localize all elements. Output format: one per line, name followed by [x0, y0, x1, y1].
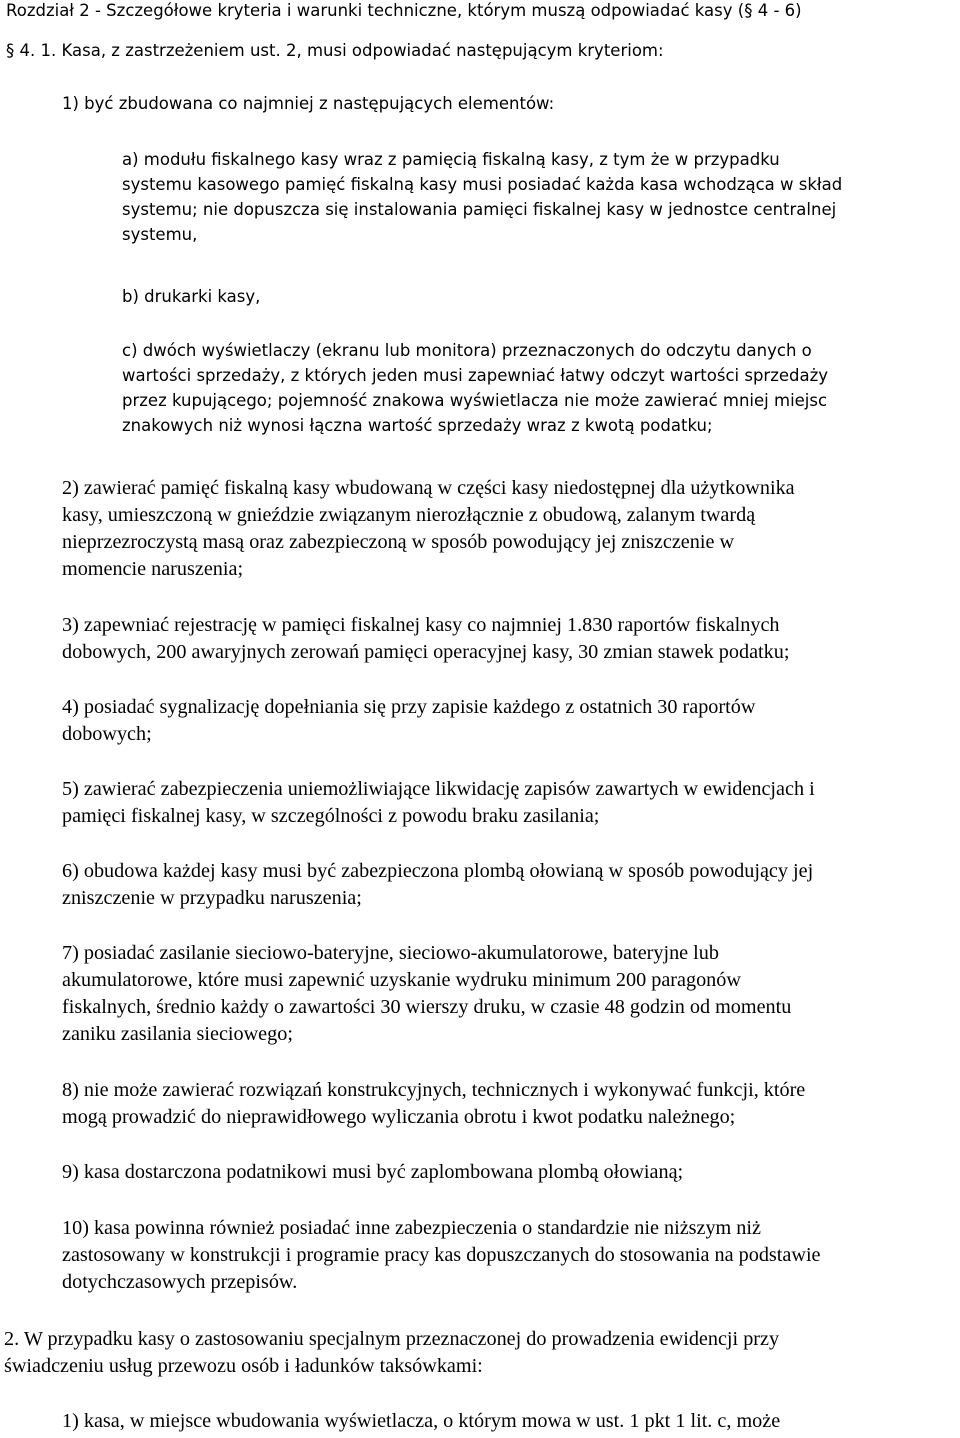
text-line: 2. W przypadku kasy o zastosowaniu specjalnym przeznaczonej do prowadzenia ewidencji przy — [4, 1328, 780, 1350]
text-line: b) drukarki kasy, — [122, 287, 261, 306]
text-line: znakowych niż wynosi łączna wartość sprzedaży wraz z kwotą podatku; — [122, 416, 713, 435]
text-line: 9) kasa dostarczona podatnikowi musi być zaplombowana plombą ołowianą; — [62, 1161, 684, 1183]
text-line: § 4. 1. Kasa, z zastrzeżeniem ust. 2, musi odpowiadać następującym kryteriom: — [6, 41, 664, 60]
text-line: 4) posiadać sygnalizację dopełniania się przy zapisie każdego z ostatnich 30 raportów — [62, 696, 756, 718]
text-line: dobowych, 200 awaryjnych zerowań pamięci operacyjnej kasy, 30 zmian stawek podatku; — [62, 641, 790, 663]
paragraph-intro — [6, 38, 664, 63]
list-item-4 — [62, 694, 755, 748]
text-line: 3) zapewniać rejestrację w pamięci fiskalnej kasy co najmniej 1.830 raportów fiskalnych — [62, 614, 780, 636]
text-line: wartości sprzedaży, z których jeden musi zapewniać łatwy odczyt wartości sprzedaży — [122, 366, 829, 385]
text-line: 1) kasa, w miejsce wbudowania wyświetlacza, o którym mowa w ust. 1 pkt 1 lit. c, może — [62, 1410, 781, 1432]
text-line: 1) być zbudowana co najmniej z następujących elementów: — [62, 94, 555, 113]
text-line: 10) kasa powinna również posiadać inne zabezpieczenia o standardzie nie niższym niż — [62, 1217, 761, 1239]
text-line: a) modułu fiskalnego kasy wraz z pamięcią fiskalną kasy, z tym że w przypadku — [122, 150, 780, 169]
text-line: zniszczenie w przypadku naruszenia; — [62, 887, 362, 909]
text-line: dobowych; — [62, 723, 152, 745]
text-line: systemu, — [122, 225, 198, 244]
list-item-5 — [62, 776, 815, 830]
text-line: dotychczasowych przepisów. — [62, 1271, 298, 1293]
list-item-9 — [62, 1159, 683, 1186]
list-item-1b — [122, 284, 260, 309]
list-item-1 — [62, 91, 554, 116]
list-item-1a — [122, 147, 842, 247]
list-item-1c — [122, 338, 828, 438]
text-line: 5) zawierać zabezpieczenia uniemożliwiające likwidację zapisów zawartych w ewidencjach i — [62, 778, 815, 800]
text-line: momencie naruszenia; — [62, 558, 244, 580]
text-line: 7) posiadać zasilanie sieciowo-bateryjne, sieciowo-akumulatorowe, bateryjne lub — [62, 942, 719, 964]
text-line: fiskalnych, średnio każdy o zawartości 30 wierszy druku, w czasie 48 godzin od momentu — [62, 996, 792, 1018]
list-item-8 — [62, 1077, 805, 1131]
text-line: 6) obudowa każdej kasy musi być zabezpieczona plombą ołowianą w sposób powodujący jej — [62, 860, 814, 882]
text-line: zaniku zasilania sieciowego; — [62, 1023, 293, 1045]
list-item-10 — [62, 1215, 821, 1296]
text-line: zastosowany w konstrukcji i programie pracy kas dopuszczanych do stosowania na podstawie — [62, 1244, 821, 1266]
text-line: akumulatorowe, które musi zapewnić uzyskanie wydruku minimum 200 paragonów — [62, 969, 741, 991]
text-line: systemu; nie dopuszcza się instalowania pamięci fiskalnej kasy w jednostce centralnej — [122, 200, 837, 219]
text-line: kasy, umieszczoną w gnieździe związanym nierozłącznie z obudową, zalanym twardą — [62, 504, 756, 526]
chapter-heading: Rozdział 2 - Szczegółowe kryteria i warunki techniczne, którym muszą odpowiadać kasy (§ 4 - 6) — [6, 1, 802, 20]
text-line: mogą prowadzić do nieprawidłowego wyliczania obrotu i kwot podatku należnego; — [62, 1106, 736, 1128]
list-item-2 — [62, 475, 795, 583]
text-line: 2) zawierać pamięć fiskalną kasy wbudowaną w części kasy niedostępnej dla użytkownika — [62, 477, 795, 499]
list-item-6 — [62, 858, 813, 912]
text-line: świadczeniu usług przewozu osób i ładunków taksówkami: — [4, 1355, 483, 1377]
text-line: 8) nie może zawierać rozwiązań konstrukcyjnych, technicznych i wykonywać funkcji, które — [62, 1079, 806, 1101]
text-line: pamięci fiskalnej kasy, w szczególności z powodu braku zasilania; — [62, 805, 600, 827]
text-line: nieprzezroczystą masą oraz zabezpieczoną w sposób powodujący jej zniszczenie w — [62, 531, 735, 553]
list-item-3 — [62, 612, 789, 666]
section-2-list-item-1 — [62, 1408, 780, 1435]
text-line: c) dwóch wyświetlaczy (ekranu lub monitora) przeznaczonych do odczytu danych o — [122, 341, 812, 360]
paragraph-section-2 — [4, 1326, 779, 1380]
text-line: systemu kasowego pamięć fiskalną kasy musi posiadać każda kasa wchodząca w skład — [122, 175, 843, 194]
list-item-7 — [62, 940, 791, 1048]
text-line: przez kupującego; pojemność znakowa wyświetlacza nie może zawierać mniej miejsc — [122, 391, 828, 410]
